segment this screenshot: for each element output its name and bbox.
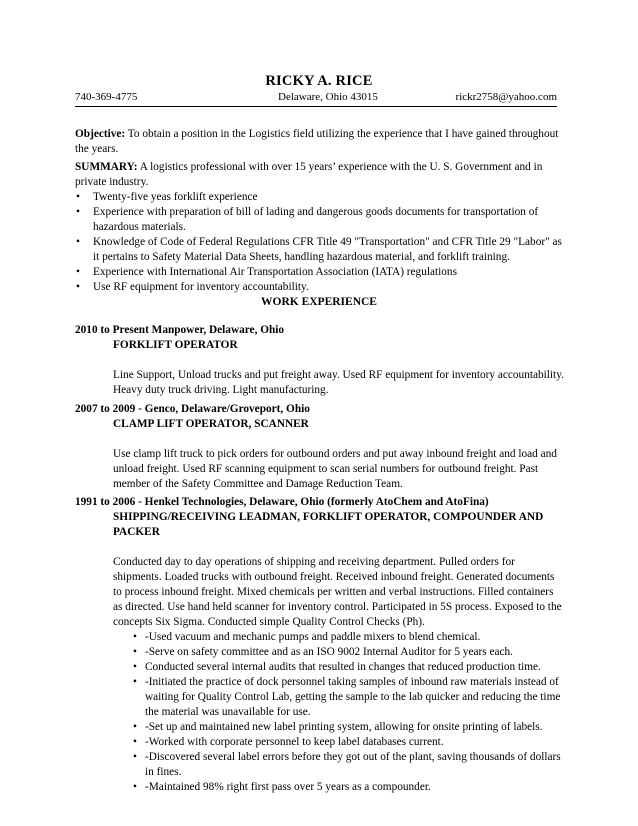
job-title: CLAMP LIFT OPERATOR, SCANNER bbox=[113, 418, 309, 430]
job-bullet-list bbox=[75, 630, 565, 795]
phone-number: 740-369-4775 bbox=[75, 91, 138, 103]
list-item: • -Used vacuum and mechanic pumps and paddle mixers to blend chemical. bbox=[113, 630, 565, 645]
job-entry-genco bbox=[75, 402, 565, 492]
job-header: 1991 to 2006 - Henkel Technologies, Delaware, Ohio (formerly AtoChem and AtoFina) bbox=[75, 496, 489, 508]
list-item: • -Worked with corporate personnel to keep label databases current. bbox=[113, 735, 565, 750]
list-item: • Twenty-five yeas forklift experience bbox=[75, 190, 565, 205]
contact-line bbox=[75, 91, 557, 105]
objective-label: Objective: bbox=[75, 128, 126, 140]
header-divider bbox=[75, 106, 557, 107]
location: Delaware, Ohio 43015 bbox=[278, 91, 378, 103]
email-address: rickr2758@yahoo.com bbox=[455, 91, 557, 103]
summary-bullet-list bbox=[75, 190, 565, 295]
objective-text: To obtain a position in the Logistics field utilizing the experience that I have gained throughout the years. bbox=[75, 128, 559, 155]
job-title: SHIPPING/RECEIVING LEADMAN, FORKLIFT OPERATOR, COMPOUNDER AND PACKER bbox=[113, 511, 544, 538]
list-item: • -Discovered several label errors before they got out of the plant, saving thousands of dollars in fines. bbox=[113, 750, 565, 780]
list-item: • Knowledge of Code of Federal Regulations CFR Title 49 "Transportation" and CFR Title 29 "Labor" as it pertains to Safety Material Data Sheets, handling hazardous material, and forklift training. bbox=[75, 235, 565, 265]
job-description: Line Support, Unload trucks and put freight away. Used RF equipment for inventory accountability. Heavy duty truck driving. Light manufacturing. bbox=[113, 369, 564, 396]
list-item: • -Serve on safety committee and as an ISO 9002 Internal Auditor for 5 years each. bbox=[113, 645, 565, 660]
objective-section bbox=[75, 127, 565, 157]
list-item: • -Set up and maintained new label printing system, allowing for onsite printing of labels. bbox=[113, 720, 565, 735]
job-header: 2010 to Present Manpower, Delaware, Ohio bbox=[75, 324, 285, 336]
summary-label: SUMMARY: bbox=[75, 161, 138, 173]
job-entry-henkel bbox=[75, 495, 565, 795]
list-item: • Use RF equipment for inventory accountability. bbox=[75, 280, 565, 295]
list-item: • -Initiated the practice of dock personnel taking samples of inbound raw materials instead of waiting for Quality Control Lab, getting the sample to the lab quicker and reducing the time the material was unavailable for use. bbox=[113, 675, 565, 720]
job-title: FORKLIFT OPERATOR bbox=[113, 339, 238, 351]
summary-section bbox=[75, 160, 565, 295]
list-item: • Conducted several internal audits that resulted in changes that reduced production time. bbox=[113, 660, 565, 675]
list-item: • Experience with preparation of bill of lading and dangerous goods documents for transportation of hazardous materials. bbox=[75, 205, 565, 235]
job-description: Conducted day to day operations of shipping and receiving department. Pulled orders for shipments. Loaded trucks with outbound freight. Received inbound freight. Generated documents to process inbound freight. Mixed chemicals per written and verbal instructions. Filled containers as directed. Use hand held scanner for inventory control. Participated in 5S process. Exposed to the concepts Six Sigma. Conducted simple Quality Control Checks (Ph). bbox=[113, 556, 562, 628]
job-entry-manpower bbox=[75, 323, 565, 398]
summary-text: A logistics professional with over 15 years’ experience with the U. S. Government and in private industry. bbox=[75, 161, 543, 188]
job-description: Use clamp lift truck to pick orders for outbound orders and put away inbound freight and load and unload freight. Used RF scanning equipment to scan serial numbers for outbound freight. Past member of the Safety Committee and Damage Reduction Team. bbox=[113, 448, 557, 490]
work-experience-heading: WORK EXPERIENCE bbox=[261, 296, 377, 308]
job-header: 2007 to 2009 - Genco, Delaware/Groveport, Ohio bbox=[75, 403, 310, 415]
list-item: • -Maintained 98% right first pass over 5 years as a compounder. bbox=[113, 780, 565, 795]
list-item: • Experience with International Air Transportation Association (IATA) regulations bbox=[75, 265, 565, 280]
candidate-name: RICKY A. RICE bbox=[265, 73, 373, 89]
